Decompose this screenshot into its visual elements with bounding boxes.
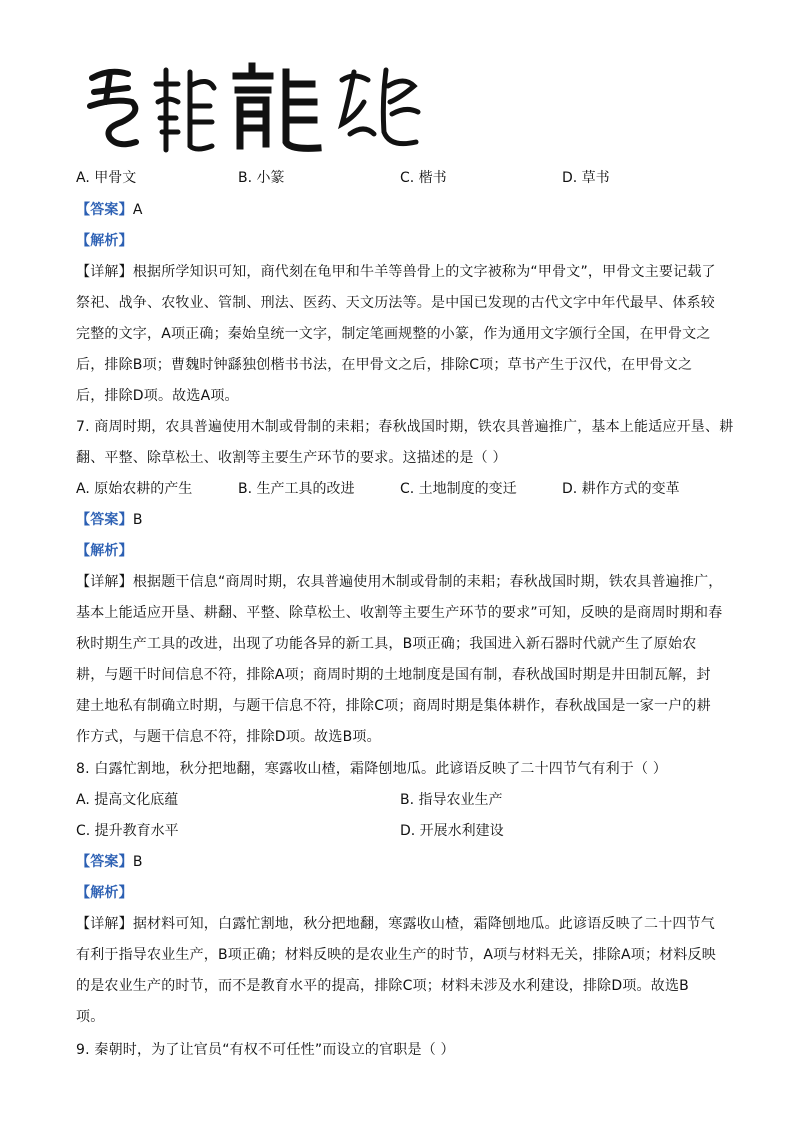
q6-answer-tag: 【答案】 — [76, 202, 133, 218]
q6-option-d: D. 草书 — [562, 170, 610, 186]
q8-detail-line-2: 有利于指导农业生产，B项正确；材料反映的是农业生产的时节，A项与材料无关，排除A项；材料反映 — [76, 947, 716, 963]
q7-detail-line-4: 耕，与题干时间信息不符，排除A项；商周时期的土地制度是国有制，春秋战国时期是井田制瓦解，封 — [76, 667, 711, 683]
q7-answer — [76, 510, 143, 530]
q7-detail-tag: 【详解】 — [76, 574, 133, 590]
q7-answer-value: B — [132, 512, 143, 528]
small-seal-dragon-glyph — [152, 62, 222, 154]
q8-answer — [76, 852, 143, 872]
q8-option-b: B. 指导农业生产 — [400, 792, 503, 808]
q8-answer-tag: 【答案】 — [76, 854, 133, 870]
q7-detail-line-3: 秋时期生产工具的改进，出现了功能各异的新工具，B项正确；我国进入新石器时代就产生了原始农 — [76, 636, 697, 652]
q7-detail-line-5: 建土地私有制确立时期，与题干信息不符，排除C项；商周时期是集体耕作，春秋战国是一家一户的耕 — [76, 698, 711, 714]
q6-detail-line-1 — [76, 262, 716, 282]
q7-detail-line-1 — [76, 572, 722, 592]
q7-stem-line-1: 7. 商周时期，农具普遍使用木制或骨制的耒耜；春秋战国时期，铁农具普遍推广，基本上能适应开垦、耕 — [76, 419, 734, 435]
q8-stem: 8. 白露忙割地，秋分把地翻，寒露收山楂，霜降刨地瓜。此谚语反映了二十四节气有利于（ ） — [76, 761, 668, 777]
regular-script-dragon-glyph — [230, 62, 324, 154]
q7-analysis-tag: 【解析】 — [76, 543, 133, 559]
q8-option-c: C. 提升教育水平 — [76, 823, 179, 839]
q8-detail-line-4: 项。 — [76, 1009, 105, 1025]
q6-answer — [76, 200, 143, 220]
q8-detail-line-1 — [76, 914, 715, 934]
q6-detail-tag: 【详解】 — [76, 264, 133, 280]
oracle-bone-dragon-glyph — [84, 62, 146, 154]
q7-detail-line-6: 作方式，与题干信息不符，排除D项。故选B项。 — [76, 729, 381, 745]
q7-detail-text-1: 根据题干信息“商周时期，农具普遍使用木制或骨制的耒耜；春秋战国时期，铁农具普遍推广， — [132, 574, 723, 590]
q7-option-d: D. 耕作方式的变革 — [562, 481, 680, 497]
q7-stem-line-2: 翻、平整、除草松土、收割等主要生产环节的要求。这描述的是（ ） — [76, 450, 507, 466]
q6-option-c: C. 楷书 — [400, 170, 447, 186]
q7-answer-tag: 【答案】 — [76, 512, 133, 528]
q8-answer-value: B — [132, 854, 143, 870]
q6-analysis-heading — [76, 231, 133, 251]
cursive-dragon-glyph — [334, 62, 424, 154]
q6-option-b: B. 小篆 — [238, 170, 285, 186]
q8-detail-tag: 【详解】 — [76, 916, 133, 932]
q7-detail-line-2: 基本上能适应开垦、耕翻、平整、除草松土、收割等主要生产环节的要求”可知，反映的是商周时期和春 — [76, 605, 723, 621]
q6-analysis-tag: 【解析】 — [76, 233, 133, 249]
q6-detail-text-1: 根据所学知识可知，商代刻在龟甲和牛羊等兽骨上的文字被称为“甲骨文”，甲骨文主要记载了 — [132, 264, 716, 280]
q8-analysis-heading — [76, 883, 133, 903]
q6-detail-line-4: 后，排除B项；曹魏时钟繇独创楷书书法，在甲骨文之后，排除C项；草书产生于汉代，在甲骨文之 — [76, 357, 693, 373]
q8-option-a: A. 提高文化底蕴 — [76, 792, 179, 808]
q8-option-d: D. 开展水利建设 — [400, 823, 504, 839]
q6-detail-line-3: 完整的文字，A项正确；秦始皇统一文字，制定笔画规整的小篆，作为通用文字颁行全国，在甲骨文之 — [76, 326, 711, 342]
q8-detail-line-3: 的是农业生产的时节，而不是教育水平的提高，排除C项；材料未涉及水利建设，排除D项。故选B — [76, 978, 689, 994]
q6-answer-value: A — [132, 202, 143, 218]
q6-detail-line-5: 后，排除D项。故选A项。 — [76, 388, 239, 404]
q9-stem: 9. 秦朝时，为了让官员“有权不可任性”而设立的官职是（ ） — [76, 1042, 455, 1058]
q6-option-a: A. 甲骨文 — [76, 170, 137, 186]
q6-detail-line-2: 祭祀、战争、农牧业、管制、刑法、医药、天文历法等。是中国已发现的古代文字中年代最早、体系较 — [76, 295, 715, 311]
q8-analysis-tag: 【解析】 — [76, 885, 133, 901]
q7-option-b: B. 生产工具的改进 — [238, 481, 355, 497]
q7-option-a: A. 原始农耕的产生 — [76, 481, 193, 497]
dragon-glyphs-figure — [84, 62, 424, 154]
q7-analysis-heading — [76, 541, 133, 561]
q7-option-c: C. 土地制度的变迁 — [400, 481, 517, 497]
q8-detail-text-1: 据材料可知，白露忙割地，秋分把地翻，寒露收山楂，霜降刨地瓜。此谚语反映了二十四节气 — [132, 916, 716, 932]
